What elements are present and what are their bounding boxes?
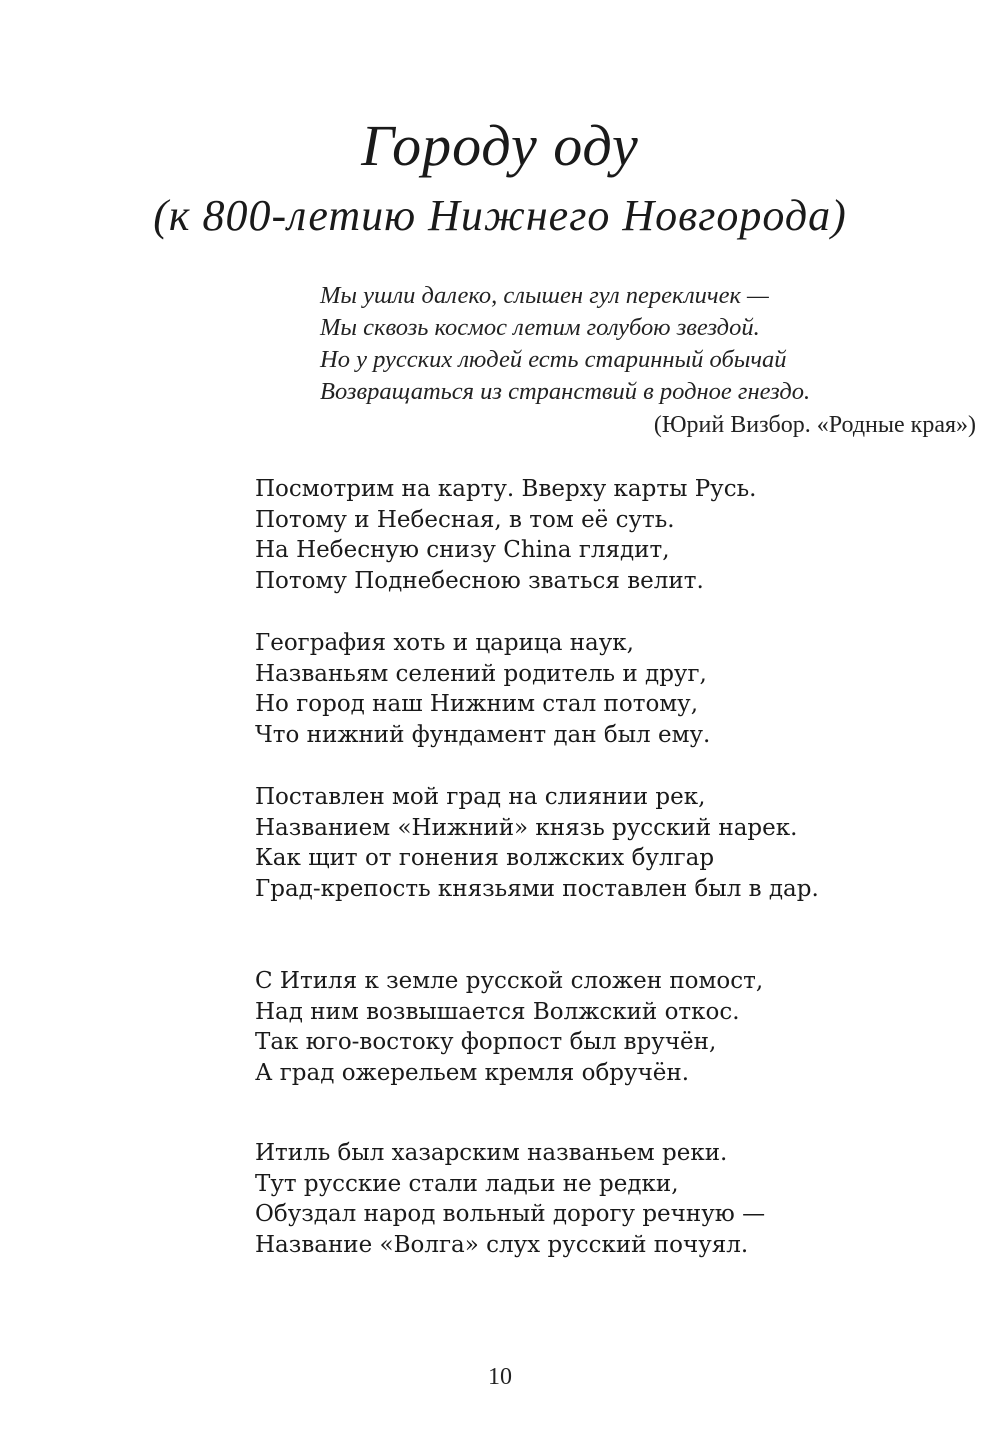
verse-line: Названием «Нижний» князь русский нарек.: [255, 814, 798, 841]
stanza-4: [255, 966, 763, 1088]
epigraph-attribution: (Юрий Визбор. «Родные края»): [653, 412, 976, 438]
stanza-5: [255, 1138, 765, 1260]
verse-line: Посмотрим на карту. Вверху карты Русь.: [255, 476, 757, 502]
verse-line: На Небесную снизу China глядит,: [255, 537, 670, 563]
verse-line: А град ожерельем кремля обручён.: [255, 1059, 690, 1086]
verse-line: Над ним возвышается Волжский откос.: [255, 998, 740, 1025]
verse-line: Так юго-востоку форпост был вручён,: [255, 1029, 717, 1055]
page-number: 10: [488, 1364, 512, 1390]
verse-line: Что нижний фундамент дан был ему.: [255, 721, 711, 748]
epigraph-line: Возвращаться из странствий в родное гнездо.: [320, 378, 811, 405]
verse-line: Потому Поднебесною зваться велит.: [255, 567, 704, 594]
stanza-2: [255, 628, 710, 750]
stanza-3: [255, 782, 819, 904]
verse-line: Но город наш Нижним стал потому,: [255, 691, 699, 717]
poem-title: Городу оду: [361, 113, 639, 178]
verse-line: Град-крепость князьями поставлен был в дар.: [255, 875, 819, 902]
verse-line: Как щит от гонения волжских булгар: [255, 845, 715, 871]
verse-line: Поставлен мой град на слиянии рек,: [255, 784, 706, 810]
verse-line: Итиль был хазарским названьем реки.: [255, 1140, 728, 1166]
verse-line: География хоть и царица наук,: [255, 630, 634, 656]
verse-line: Потому и Небесная, в том её суть.: [255, 506, 675, 533]
epigraph-line: Но у русских людей есть старинный обычай: [320, 346, 787, 373]
verse-line: Тут русские стали ладьи не редки,: [255, 1170, 679, 1197]
epigraph-line: Мы ушли далеко, слышен гул перекличек —: [320, 282, 769, 309]
epigraph: [320, 280, 810, 408]
poem-subtitle: (к 800-летию Нижнего Новгорода): [153, 191, 847, 240]
stanza-1: [255, 474, 756, 596]
verse-line: Обуздал народ вольный дорогу речную —: [255, 1201, 766, 1227]
verse-line: Название «Волга» слух русский почуял.: [255, 1231, 749, 1258]
verse-line: Названьям селений родитель и друг,: [255, 660, 707, 687]
epigraph-line: Мы сквозь космос летим голубою звездой.: [320, 314, 760, 341]
verse-line: С Итиля к земле русской сложен помост,: [255, 968, 764, 994]
